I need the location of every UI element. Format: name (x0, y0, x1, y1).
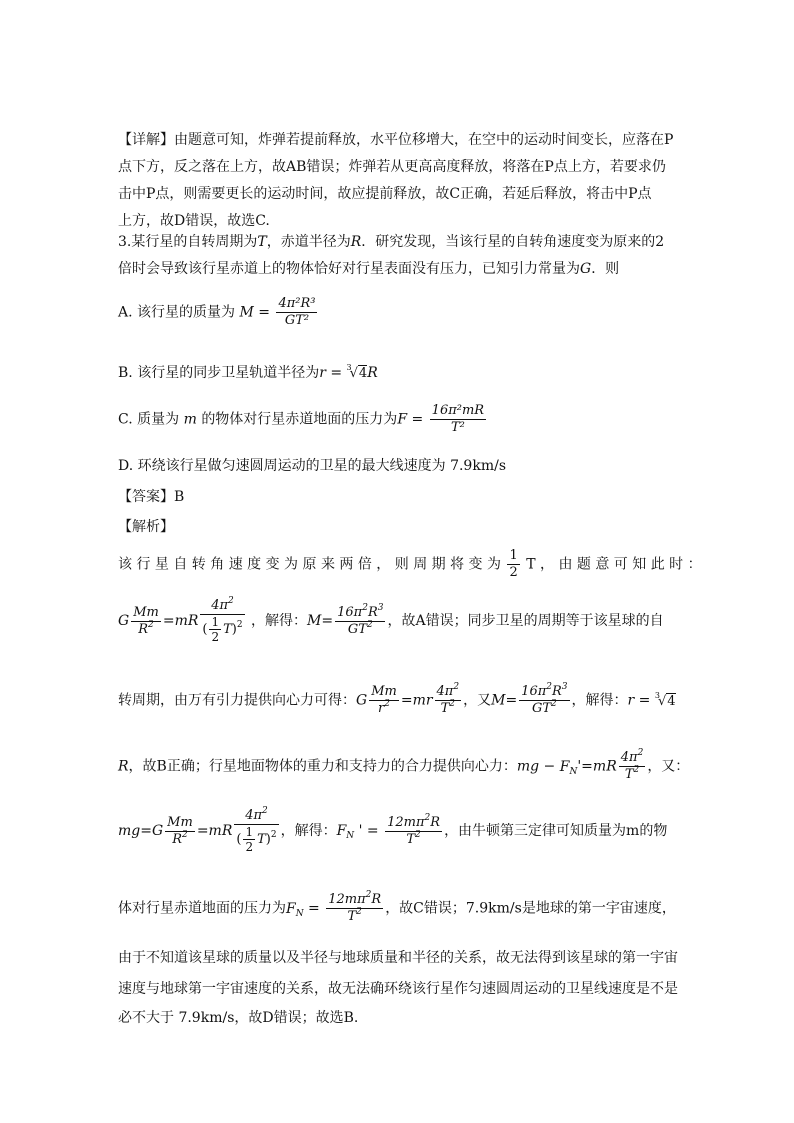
detail-line-4: 上方，故D错误，故选C. (118, 213, 270, 229)
option-d: D. 环绕该行星做匀速圆周运动的卫星的最大线速度为 7.9km/s (118, 458, 506, 474)
option-c: C. 质量为 m 的物体对行星赤道地面的压力为F = $\frac{\text{16π²mR}}{\text{T²}}$ (118, 403, 485, 435)
option-a-fraction: $\frac{\text{4π²R³}}{\text{GT²}}$ (278, 296, 316, 328)
analysis-line-9: 必不大于 7.9km/s，故D错误；故选B. (118, 1010, 359, 1026)
analysis-line-7: 由于不知道该星球的质量以及半径与地球质量和半径的关系，故无法得到该星球的第一宇宙 (118, 950, 678, 966)
cube-root: $^3$√4 (346, 363, 368, 381)
detail-line-2: 点下方，反之落在上方，故AB错误；炸弹若从更高高度释放，将落在P点上方，若要求仍 (118, 159, 666, 175)
detail-line-1: 【详解】由题意可知，炸弹若提前释放，水平位移增大，在空中的运动时间变长，应落在P (118, 132, 674, 148)
question-line-1: 3.某行星的自转周期为T，赤道半径为R．研究发现，当该行星的自转角速度变为原来的2 (118, 234, 665, 250)
analysis-line-4: R，故B正确；行星地面物体的重力和支持力的合力提供向心力：mg − $F_N'=mR$ $\frac{4\pi^2}{T^2}$ ，又： (118, 748, 690, 782)
question-line-2: 倍时会导致该行星赤道上的物体恰好对行星表面没有压力，已知引力常量为G．则 (118, 261, 620, 277)
analysis-line-1: 该 行 星 自 转 角 速 度 变 为 原 来 两 倍 ， 则 周 期 将 变 为 $\frac{1}{2}$ T ， 由 题 意 可 知 此 时 ： (118, 548, 702, 580)
analysis-line-8: 速度与地球第一宇宙速度的关系，故无法确环绕该行星作匀速圆周运动的卫星线速度是不是 (118, 981, 678, 997)
answer-label: 【答案】B (118, 489, 185, 505)
analysis-line-3: 转周期，由万有引力提供向心力可得：G $\frac{Mm}{r^2}$ =mr $\frac{4\pi^2}{T^2}$ ，又M= $\frac{16\pi^2R^3}{GT^2}$ ，解得：r = $^3$√4 (118, 682, 676, 716)
analysis-line-2: G $\frac{Mm}{R^2}$ =mR $4\pi^2$ ( $\frac{1}{2}$ T)$^2$ ，解得：M= $\frac{16\pi^2R^3}{GT^2}$ ，故A错误；同步卫星的周期等于该星球的自 (118, 596, 664, 644)
option-a: A. 该行星的质量为 M = $\frac{\text{4π²R³}}{\text{GT²}}$ (118, 296, 316, 328)
analysis-line-5: mg=G $\frac{Mm}{R^2}$ =mR $4\pi^2$ ( $\frac{1}{2}$ T)$^2$ ，解得：$F_N$ ' = $\frac{12m\pi^2R}{T^2}$ ，由牛顿第三定律可知质量为m的物 (118, 806, 668, 854)
option-c-fraction: $\frac{\text{16π²mR}}{\text{T²}}$ (431, 403, 485, 435)
detail-line-3: 击中P点，则需要更长的运动时间，故应提前释放，故C正确，若延后释放，将击中P点 (118, 186, 652, 202)
option-b: B. 该行星的同步卫星轨道半径为r = $^3$√4R (118, 363, 378, 381)
analysis-line-6: 体对行星赤道地面的压力为$F_N$ = $\frac{12m\pi^2R}{T^2}$ ，故C错误；7.9km/s是地球的第一宇宙速度， (118, 890, 676, 924)
analysis-label: 【解析】 (118, 519, 174, 535)
